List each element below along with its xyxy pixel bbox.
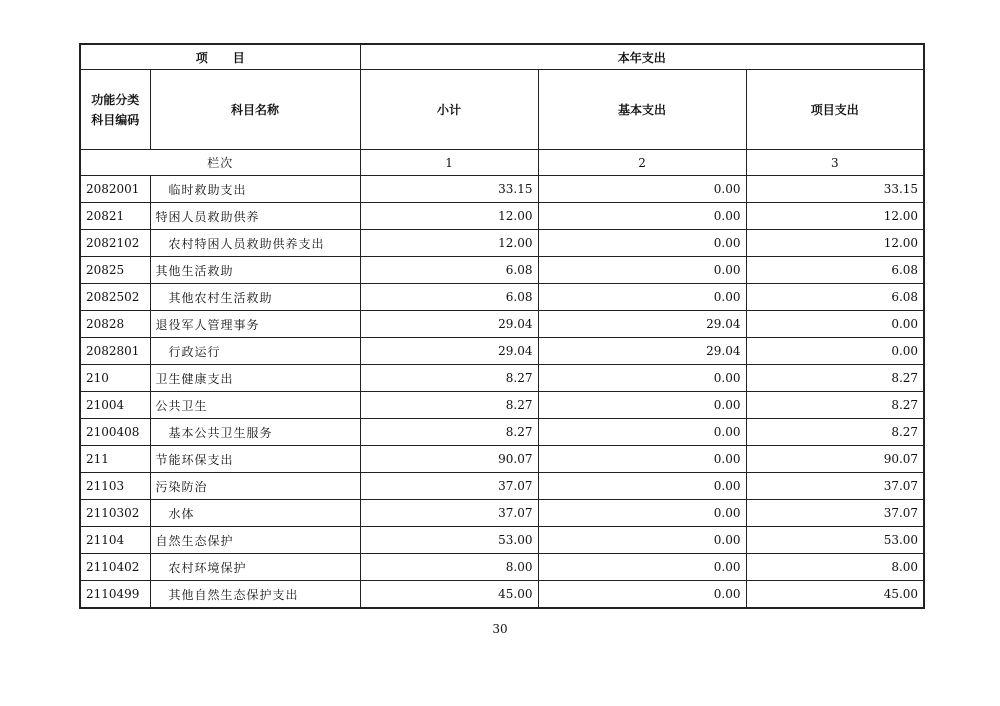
cell-name: 水体 — [150, 500, 360, 527]
cell-subtotal: 6.08 — [360, 257, 538, 284]
header-row-1 — [80, 44, 924, 70]
cell-basic: 0.00 — [538, 176, 746, 203]
cell-basic: 0.00 — [538, 527, 746, 554]
cell-basic: 0.00 — [538, 419, 746, 446]
budget-expenditure-table — [79, 43, 925, 609]
cell-subtotal: 12.00 — [360, 230, 538, 257]
cell-name: 行政运行 — [150, 338, 360, 365]
cell-project: 0.00 — [746, 338, 924, 365]
table-row — [80, 419, 924, 446]
cell-project: 6.08 — [746, 257, 924, 284]
cell-subtotal: 12.00 — [360, 203, 538, 230]
cell-subtotal: 37.07 — [360, 500, 538, 527]
cell-basic: 0.00 — [538, 473, 746, 500]
cell-subtotal: 90.07 — [360, 446, 538, 473]
cell-subtotal: 29.04 — [360, 338, 538, 365]
cell-code: 2082801 — [80, 338, 150, 365]
header-name: 科目名称 — [150, 70, 360, 150]
cell-name: 退役军人管理事务 — [150, 311, 360, 338]
cell-code: 210 — [80, 365, 150, 392]
cell-project: 8.27 — [746, 365, 924, 392]
cell-project: 45.00 — [746, 581, 924, 609]
table-row — [80, 338, 924, 365]
cell-code: 21004 — [80, 392, 150, 419]
cell-name: 自然生态保护 — [150, 527, 360, 554]
table-row — [80, 257, 924, 284]
table-row — [80, 527, 924, 554]
cell-subtotal: 8.27 — [360, 392, 538, 419]
table-body — [80, 176, 924, 609]
header-subtotal: 小计 — [360, 70, 538, 150]
cell-project: 8.27 — [746, 419, 924, 446]
cell-project: 8.27 — [746, 392, 924, 419]
column-number-1: 1 — [360, 150, 538, 176]
cell-basic: 0.00 — [538, 446, 746, 473]
cell-name: 农村特困人员救助供养支出 — [150, 230, 360, 257]
page-number: 30 — [492, 622, 508, 636]
cell-subtotal: 33.15 — [360, 176, 538, 203]
cell-name: 临时救助支出 — [150, 176, 360, 203]
cell-project: 12.00 — [746, 203, 924, 230]
header-basic: 基本支出 — [538, 70, 746, 150]
cell-project: 8.00 — [746, 554, 924, 581]
cell-code: 2082502 — [80, 284, 150, 311]
header-current-year: 本年支出 — [360, 44, 924, 70]
table-row — [80, 311, 924, 338]
cell-code: 20821 — [80, 203, 150, 230]
cell-subtotal: 45.00 — [360, 581, 538, 609]
cell-name: 节能环保支出 — [150, 446, 360, 473]
cell-code: 2082001 — [80, 176, 150, 203]
cell-subtotal: 8.27 — [360, 365, 538, 392]
header-code-line2: 科目编码 — [91, 112, 140, 127]
cell-name: 特困人员救助供养 — [150, 203, 360, 230]
cell-code: 2110302 — [80, 500, 150, 527]
column-number-row — [80, 150, 924, 176]
cell-project: 90.07 — [746, 446, 924, 473]
cell-project: 0.00 — [746, 311, 924, 338]
column-number-label: 栏次 — [80, 150, 360, 176]
cell-project: 37.07 — [746, 500, 924, 527]
cell-basic: 0.00 — [538, 554, 746, 581]
header-code — [80, 70, 150, 150]
table-row — [80, 392, 924, 419]
cell-code: 21103 — [80, 473, 150, 500]
cell-code: 20825 — [80, 257, 150, 284]
cell-subtotal: 53.00 — [360, 527, 538, 554]
cell-basic: 0.00 — [538, 392, 746, 419]
cell-subtotal: 29.04 — [360, 311, 538, 338]
cell-project: 37.07 — [746, 473, 924, 500]
table-row — [80, 284, 924, 311]
cell-basic: 0.00 — [538, 581, 746, 609]
cell-basic: 0.00 — [538, 365, 746, 392]
cell-basic: 0.00 — [538, 203, 746, 230]
table-row — [80, 473, 924, 500]
cell-basic: 0.00 — [538, 500, 746, 527]
cell-basic: 0.00 — [538, 230, 746, 257]
cell-name: 其他生活救助 — [150, 257, 360, 284]
cell-basic: 0.00 — [538, 284, 746, 311]
cell-basic: 0.00 — [538, 257, 746, 284]
table-row — [80, 230, 924, 257]
cell-subtotal: 6.08 — [360, 284, 538, 311]
cell-name: 污染防治 — [150, 473, 360, 500]
header-row-2 — [80, 70, 924, 150]
cell-code: 2110402 — [80, 554, 150, 581]
cell-name: 其他自然生态保护支出 — [150, 581, 360, 609]
cell-project: 6.08 — [746, 284, 924, 311]
cell-name: 公共卫生 — [150, 392, 360, 419]
cell-name: 其他农村生活救助 — [150, 284, 360, 311]
cell-code: 2110499 — [80, 581, 150, 609]
table-row — [80, 203, 924, 230]
cell-code: 211 — [80, 446, 150, 473]
cell-code: 21104 — [80, 527, 150, 554]
table-row — [80, 446, 924, 473]
header-item: 项 目 — [80, 44, 360, 70]
cell-subtotal: 37.07 — [360, 473, 538, 500]
header-project: 项目支出 — [746, 70, 924, 150]
cell-basic: 29.04 — [538, 311, 746, 338]
table-row — [80, 365, 924, 392]
cell-subtotal: 8.00 — [360, 554, 538, 581]
table-row — [80, 554, 924, 581]
cell-code: 2082102 — [80, 230, 150, 257]
header-code-line1: 功能分类 — [91, 92, 140, 107]
cell-subtotal: 8.27 — [360, 419, 538, 446]
column-number-3: 3 — [746, 150, 924, 176]
table-row — [80, 500, 924, 527]
cell-code: 20828 — [80, 311, 150, 338]
cell-project: 12.00 — [746, 230, 924, 257]
cell-project: 33.15 — [746, 176, 924, 203]
cell-project: 53.00 — [746, 527, 924, 554]
cell-name: 基本公共卫生服务 — [150, 419, 360, 446]
cell-name: 农村环境保护 — [150, 554, 360, 581]
column-number-2: 2 — [538, 150, 746, 176]
cell-code: 2100408 — [80, 419, 150, 446]
cell-basic: 29.04 — [538, 338, 746, 365]
table-row — [80, 581, 924, 609]
cell-name: 卫生健康支出 — [150, 365, 360, 392]
table-row — [80, 176, 924, 203]
